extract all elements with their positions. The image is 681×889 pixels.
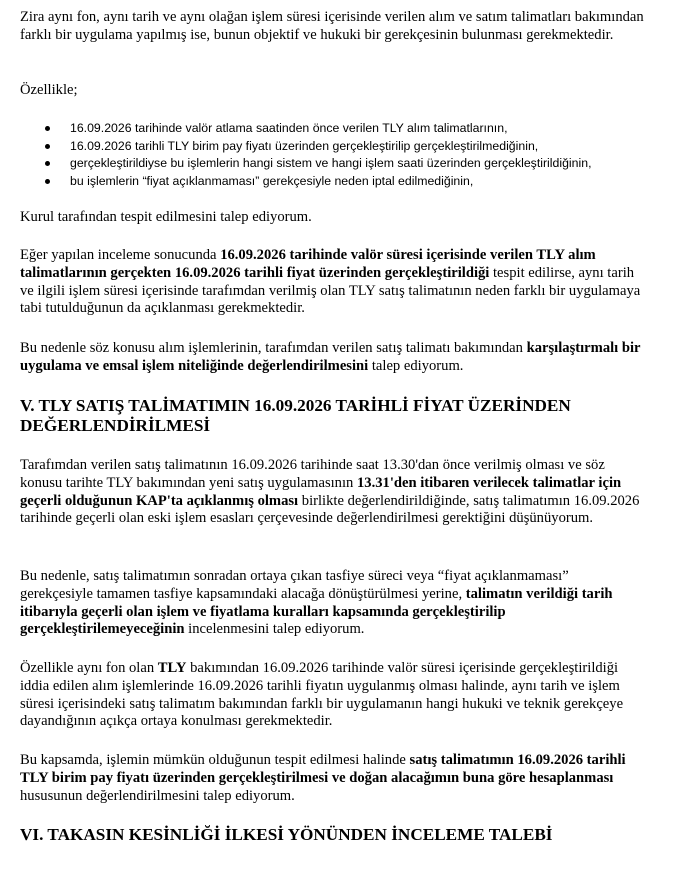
bullet-icon bbox=[45, 161, 50, 166]
bullet-icon bbox=[45, 179, 50, 184]
paragraph-liquidation: Bu nedenle, satış talimatımın sonradan ortaya çıkan tasfiye süreci veya “fiyat açıklanmaması” gerekçesiyle tamamen tasfiye kapsamındaki alacağa dönüştürülmesi yerine, talimatın verildiği tarih itibarıyla geçerli olan işlem ve fiyatlama kuralları kapsamında gerçekleştirilip gerçekleştirilemeyeceğinin incelenmesini talep ediyorum. bbox=[20, 568, 613, 638]
bullet-icon bbox=[45, 126, 50, 131]
paragraph-same-fund: Özellikle aynı fon olan TLY bakımından 16.09.2026 tarihinde valör süresi içerisinde gerçekleştirildiği iddia edilen alım işlemlerinde 16.09.2026 tarihli fiyatın uygulanmış olması halinde, aynı tarih ve işlem süresi içerisindeki satış talimatım bakımından farklı bir uygulamanın hangi hukuki ve teknik gerekçeye dayandığının açıkça ortaya konulması gerekmektedir. bbox=[20, 660, 624, 730]
section-heading-vi: VI. TAKASIN KESİNLİĞİ İLKESİ YÖNÜNDEN İNCELEME TALEBİ bbox=[20, 825, 553, 844]
paragraph-sell-order-time: Tarafımdan verilen satış talimatının 16.09.2026 tarihinde saat 13.30'dan önce verilmiş olması ve söz konusu tarihte TLY bakımından yeni satış uygulamasının 13.31'den itibaren verilecek talimatlar için geçerli olduğunun KAP'ta açıklanmış olması birlikte değerlendirildiğinde, satış talimatımın 16.09.2026 tarihinde geçerli olan eski işlem esasları çerçevesinde değerlendirilmesi gerektiğini düşünüyorum. bbox=[20, 457, 640, 527]
paragraph-inspection-result: Eğer yapılan inceleme sonucunda 16.09.2026 tarihinde valör süresi içerisinde verilen TLY alım talimatlarının gerçekten 16.09.2026 tarihli fiyat üzerinden gerçekleştirildiği tespit edilirse, aynı tarih ve ilgili işlem süresi içerisinde tarafımdan verilmiş olan TLY satış talimatının neden farklı bir uygulamaya tabi tutulduğunun da açıklanması gerekmektedir. bbox=[20, 247, 641, 317]
bullet-icon bbox=[45, 144, 50, 149]
paragraph-board-request: Kurul tarafından tespit edilmesini talep ediyorum. bbox=[20, 209, 312, 225]
paragraph-fund-difference: Zira aynı fon, aynı tarih ve aynı olağan işlem süresi içerisinde verilen alım ve satım talimatları bakımından farklı bir uygulama yapılmış ise, bunun objektif ve hukuki bir gerekçesinin bulunması gerekmektedir. bbox=[20, 9, 644, 43]
list-item: gerçekleştirildiyse bu işlemlerin hangi sistem ve hangi işlem saati üzerinden gerçekleştirildiğinin, bbox=[20, 155, 660, 173]
list-item: 16.09.2026 tarihli TLY birim pay fiyatı üzerinden gerçekleştirilip gerçekleştirilmediğinin, bbox=[20, 138, 660, 156]
bullet-list bbox=[20, 120, 660, 190]
list-item: 16.09.2026 tarihinde valör atlama saatinden önce verilen TLY alım talimatlarının, bbox=[20, 120, 660, 138]
paragraph-especially: Özellikle; bbox=[20, 82, 78, 98]
paragraph-scope: Bu kapsamda, işlemin mümkün olduğunun tespit edilmesi halinde satış talimatımın 16.09.2026 tarihli TLY birim pay fiyatı üzerinden gerçekleştirilmesi ve doğan alacağımın buna göre hesaplanması hususunun değerlendirilmesini talep ediyorum. bbox=[20, 752, 626, 804]
list-item: bu işlemlerin “fiyat açıklanmaması” gerekçesiyle neden iptal edilmediğinin, bbox=[20, 173, 660, 191]
paragraph-comparison-request: Bu nedenle söz konusu alım işlemlerinin, tarafımdan verilen satış talimatı bakımından karşılaştırmalı bir uygulama ve emsal işlem niteliğinde değerlendirilmesini talep ediyorum. bbox=[20, 340, 641, 374]
section-heading-v: V. TLY SATIŞ TALİMATIMIN 16.09.2026 TARİHLİ FİYAT ÜZERİNDEN DEĞERLENDİRİLMESİ bbox=[20, 396, 571, 435]
